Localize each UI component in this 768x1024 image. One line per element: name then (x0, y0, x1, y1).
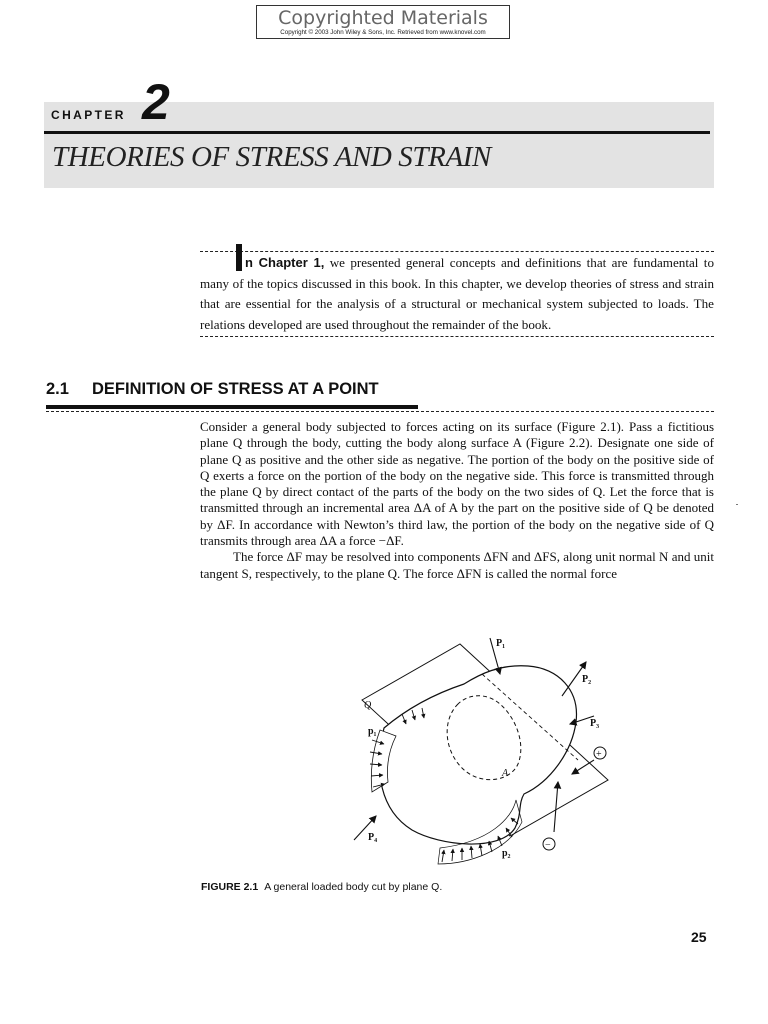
section-rule-thin (46, 411, 714, 412)
intro-paragraph (200, 253, 714, 335)
figure-label: FIGURE 2.1 (201, 881, 259, 893)
label-P1: P₁ (496, 638, 506, 649)
intro-body: we presented general concepts and definitions that are fundamental to many of the topics discussed in this book. In this chapter, we develop theories of stress and strain that are essential for the analysis of a structural or mechanical system subjected to loads. The relations developed are used throughout the remainder of the book. (200, 255, 714, 332)
chapter-label: CHAPTER (51, 108, 126, 122)
copyright-line: Copyright © 2003 John Wiley & Sons, Inc. Retrieved from www.knovel.com (280, 29, 486, 36)
margin-mark (736, 504, 738, 505)
copyright-notice (256, 5, 510, 39)
normal-negative-arrow (554, 782, 558, 832)
label-A: A (502, 768, 509, 779)
body-paragraph-2: The force ΔF may be resolved into components ΔFN and ΔFS, along unit normal N and unit tangent S, respectively, to the plane Q. The force ΔFN is called the normal force (200, 549, 714, 581)
intro-bottom-rule (200, 336, 714, 337)
section-title: DEFINITION OF STRESS AT A POINT (92, 380, 379, 398)
figure-caption-text: A general loaded body cut by plane Q. (264, 881, 443, 893)
intro-top-rule (200, 251, 714, 252)
normal-positive-arrow (572, 760, 594, 774)
chapter-number: 2 (142, 74, 170, 130)
section-rule (46, 405, 418, 409)
label-p1: p₁ (368, 726, 377, 737)
copyright-title: Copyrighted Materials (278, 7, 488, 29)
label-plus: + (596, 749, 602, 760)
label-Q: Q (364, 700, 372, 711)
chapter-title: THEORIES OF STRESS AND STRAIN (52, 141, 491, 173)
label-P4: P₄ (368, 832, 378, 843)
section-heading (46, 380, 379, 399)
section-number: 2.1 (46, 380, 69, 398)
intro-lead: n Chapter 1, (245, 255, 325, 270)
label-P2: P₂ (582, 674, 592, 685)
figure-2-1 (340, 632, 620, 872)
page-number: 25 (691, 929, 707, 945)
label-P3: P₃ (590, 718, 600, 729)
chapter-rule (44, 131, 710, 134)
figure-caption (201, 881, 442, 893)
label-minus: − (545, 840, 551, 851)
body-outline (380, 666, 577, 844)
loaded-body-diagram (340, 632, 620, 872)
body-paragraph-1: Consider a general body subjected to forces acting on its surface (Figure 2.1). Pass a fictitious plane Q through the body, cutting the body along surface A (Figure 2.2). Designate one side of plane Q as positive and the other side as negative. The portion of the body on the positive side of Q exerts a force on the portion of the body on the negative side. This force is transmitted through the plane Q by direct contact of the parts of the body on the two sides of Q. Let the force that is transmitted through an incremental area ΔA of A by the part on the positive side of Q be denoted by ΔF. In accordance with Newton’s third law, the portion of the body on the negative side of Q transmits through area ΔA a force −ΔF. (200, 419, 714, 549)
label-p2: p₂ (502, 848, 511, 859)
body-text (200, 419, 714, 582)
